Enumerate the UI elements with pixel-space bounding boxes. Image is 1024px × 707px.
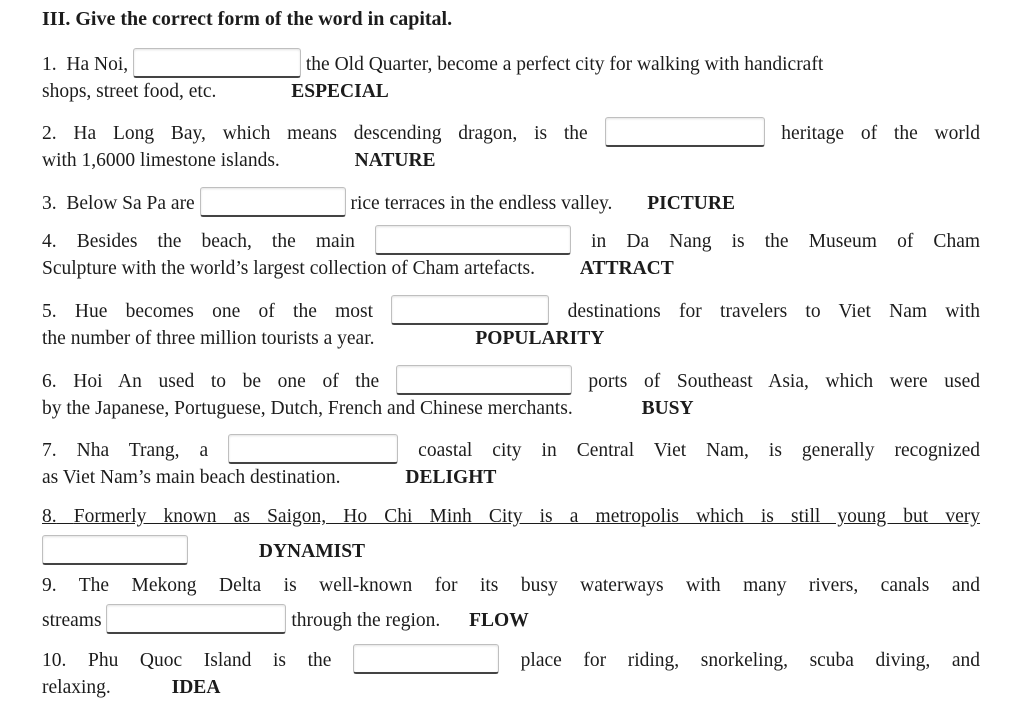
question-number: 5.: [42, 301, 57, 322]
question-text: in Da Nang is the Museum of Cham: [591, 231, 981, 252]
keyword: IDEA: [171, 677, 221, 698]
question-7-line-2: [42, 465, 496, 491]
question-text: through the region.: [291, 610, 441, 631]
question-4-line-2: [42, 256, 674, 282]
answer-blank-9[interactable]: [106, 604, 286, 634]
keyword: NATURE: [354, 150, 436, 171]
question-number: 9.: [42, 575, 57, 596]
question-text: streams: [42, 610, 102, 631]
keyword: DELIGHT: [405, 467, 497, 488]
question-4-line-1: [42, 225, 980, 255]
question-text: coastal city in Central Viet Nam, is generally recognized: [418, 440, 981, 461]
keyword: BUSY: [641, 398, 694, 419]
question-text: Besides the beach, the main: [76, 231, 355, 252]
keyword: ESPECIAL: [291, 81, 389, 102]
question-5-line-2: [42, 326, 604, 352]
question-text: with 1,6000 limestone islands.: [42, 150, 280, 171]
question-text: The Mekong Delta is well-known for its busy waterways with many rivers, canals and: [78, 575, 980, 596]
question-8-line-2: [42, 535, 365, 565]
question-text: heritage of the world: [781, 123, 981, 144]
question-1-line-2: [42, 79, 389, 105]
question-number: 4.: [42, 231, 57, 252]
question-text: the number of three million tourists a year.: [42, 328, 375, 349]
answer-blank-10[interactable]: [353, 644, 499, 674]
question-2-line-1: [42, 117, 980, 147]
question-text: rice terraces in the endless valley.: [350, 193, 613, 214]
question-text: place for riding, snorkeling, scuba diving, and: [520, 650, 981, 671]
question-text: ports of Southeast Asia, which were used: [588, 371, 981, 392]
question-text: the Old Quarter, become a perfect city for walking with handicraft: [305, 54, 824, 75]
question-number: 7.: [42, 440, 57, 461]
question-number: 8.: [42, 506, 57, 527]
question-text: shops, street food, etc.: [42, 81, 217, 102]
question-2-line-2: [42, 148, 436, 174]
question-1-line-1: [42, 48, 823, 78]
answer-blank-7[interactable]: [228, 434, 398, 464]
question-text: Formerly known as Saigon, Ho Chi Minh City is a metropolis which is still young but very: [73, 506, 981, 527]
question-text: Hue becomes one of the most: [74, 301, 374, 322]
answer-blank-4[interactable]: [375, 225, 571, 255]
question-10-line-1: [42, 644, 980, 674]
question-number: 2.: [42, 123, 57, 144]
question-10-line-2: [42, 675, 220, 701]
question-number: 10.: [42, 650, 67, 671]
exercise-title: III. Give the correct form of the word in capital.: [42, 8, 453, 30]
answer-blank-5[interactable]: [391, 295, 549, 325]
question-text: Sculpture with the world’s largest collection of Cham artefacts.: [42, 258, 535, 279]
keyword: POPULARITY: [475, 328, 605, 349]
question-9-line-1: [42, 573, 980, 599]
keyword: PICTURE: [647, 193, 735, 214]
question-text: destinations for travelers to Viet Nam with: [567, 301, 981, 322]
question-5-line-1: [42, 295, 980, 325]
question-text: Hoi An used to be one of the: [73, 371, 380, 392]
question-text: Ha Long Bay, which means descending dragon, is the: [73, 123, 588, 144]
question-6-line-1: [42, 365, 980, 395]
question-8-line-1: [42, 504, 980, 530]
question-7-line-1: [42, 434, 980, 464]
question-text: Below Sa Pa are: [66, 193, 195, 214]
keyword: DYNAMIST: [258, 541, 366, 562]
question-text: relaxing.: [42, 677, 111, 698]
keyword: ATTRACT: [579, 258, 674, 279]
question-number: 3.: [42, 193, 57, 214]
question-6-line-2: [42, 396, 694, 422]
answer-blank-8[interactable]: [42, 535, 188, 565]
question-3-line-1: [42, 187, 735, 217]
answer-blank-6[interactable]: [396, 365, 572, 395]
answer-blank-2[interactable]: [605, 117, 765, 147]
question-text: Phu Quoc Island is the: [87, 650, 332, 671]
question-text: as Viet Nam’s main beach destination.: [42, 467, 341, 488]
question-number: 6.: [42, 371, 57, 392]
question-9-line-2: [42, 604, 529, 634]
keyword: FLOW: [469, 610, 529, 631]
question-text: Nha Trang, a: [76, 440, 209, 461]
answer-blank-1[interactable]: [133, 48, 301, 78]
answer-blank-3[interactable]: [200, 187, 346, 217]
question-text: by the Japanese, Portuguese, Dutch, French and Chinese merchants.: [42, 398, 573, 419]
question-number: 1.: [42, 54, 57, 75]
question-text: Ha Noi,: [66, 54, 129, 75]
